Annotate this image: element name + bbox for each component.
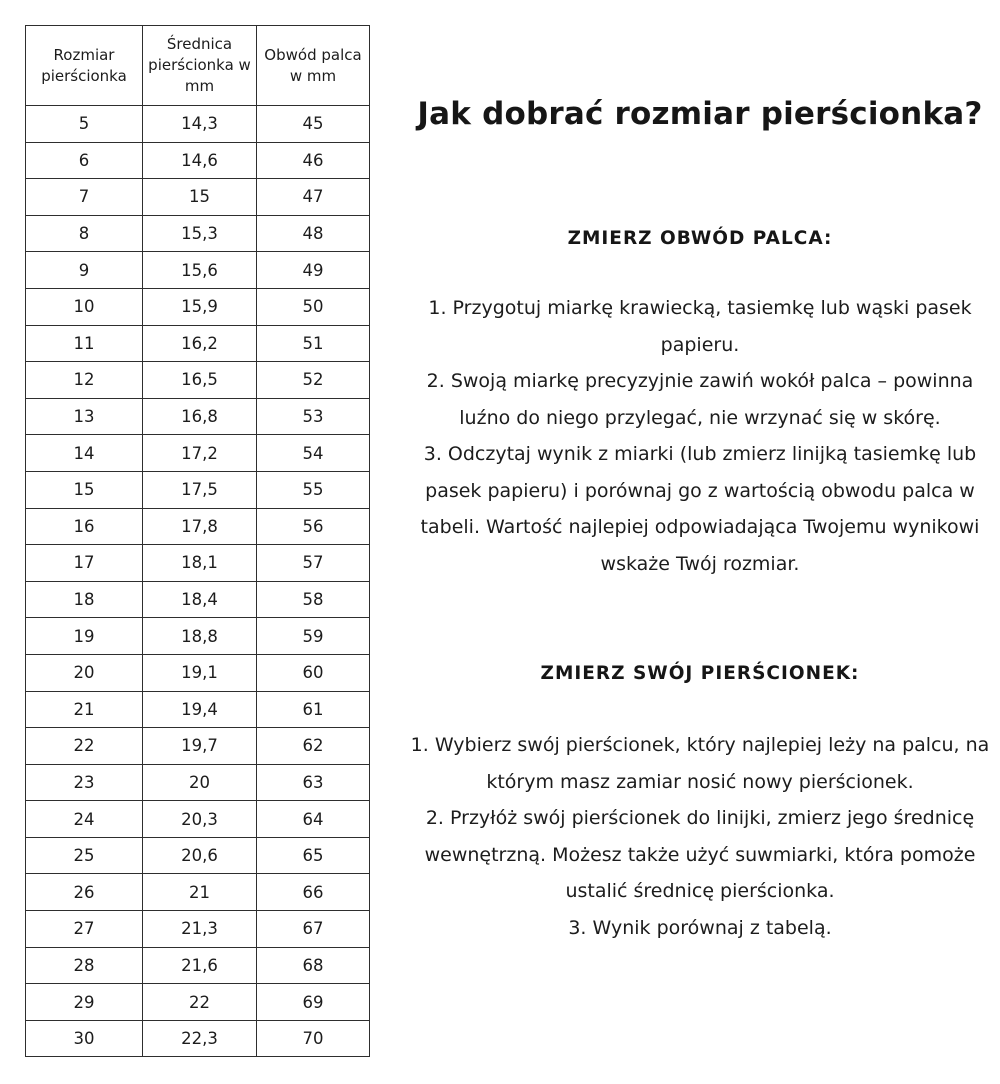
table-cell: 17,8 [143, 508, 257, 545]
table-cell: 48 [257, 215, 370, 252]
table-cell: 5 [26, 106, 143, 143]
table-cell: 7 [26, 179, 143, 216]
table-row [26, 581, 370, 618]
table-cell: 70 [257, 1020, 370, 1057]
table-cell: 12 [26, 362, 143, 399]
table-row [26, 362, 370, 399]
table-cell: 9 [26, 252, 143, 289]
table-cell: 59 [257, 618, 370, 655]
table-row [26, 398, 370, 435]
table-cell: 20 [143, 764, 257, 801]
column-header-ring-diameter: Średnica pierścionka w mm [143, 26, 257, 106]
table-row [26, 837, 370, 874]
table-cell: 21 [143, 874, 257, 911]
table-cell: 8 [26, 215, 143, 252]
table-cell: 61 [257, 691, 370, 728]
table-row [26, 545, 370, 582]
table-cell: 66 [257, 874, 370, 911]
table-cell: 6 [26, 142, 143, 179]
table-row [26, 728, 370, 765]
column-header-finger-circumference: Obwód palca w mm [257, 26, 370, 106]
table-row [26, 471, 370, 508]
table-row [26, 911, 370, 948]
table-row [26, 106, 370, 143]
table-cell: 63 [257, 764, 370, 801]
table-cell: 53 [257, 398, 370, 435]
table-cell: 18,4 [143, 581, 257, 618]
table-cell: 15,9 [143, 288, 257, 325]
table-cell: 24 [26, 801, 143, 838]
table-cell: 16,2 [143, 325, 257, 362]
table-cell: 19 [26, 618, 143, 655]
table-cell: 25 [26, 837, 143, 874]
table-cell: 20 [26, 654, 143, 691]
table-cell: 26 [26, 874, 143, 911]
table-cell: 52 [257, 362, 370, 399]
column-header-ring-size: Rozmiar pierścionka [26, 26, 143, 106]
table-cell: 55 [257, 471, 370, 508]
table-row [26, 215, 370, 252]
table-cell: 18 [26, 581, 143, 618]
table-cell: 29 [26, 984, 143, 1021]
table-cell: 50 [257, 288, 370, 325]
table-cell: 20,6 [143, 837, 257, 874]
table-row [26, 984, 370, 1021]
table-cell: 51 [257, 325, 370, 362]
ring-size-table [25, 25, 370, 1057]
table-cell: 22,3 [143, 1020, 257, 1057]
table-row [26, 691, 370, 728]
table-header-row [26, 26, 370, 106]
table-row [26, 618, 370, 655]
table-row [26, 325, 370, 362]
table-cell: 14,6 [143, 142, 257, 179]
table-cell: 65 [257, 837, 370, 874]
table-row [26, 252, 370, 289]
table-cell: 68 [257, 947, 370, 984]
section-heading-measure-finger: ZMIERZ OBWÓD PALCA: [567, 228, 833, 249]
table-cell: 49 [257, 252, 370, 289]
table-cell: 18,1 [143, 545, 257, 582]
table-row [26, 874, 370, 911]
table-cell: 19,7 [143, 728, 257, 765]
table-row [26, 947, 370, 984]
table-cell: 47 [257, 179, 370, 216]
table-row [26, 764, 370, 801]
table-cell: 15 [143, 179, 257, 216]
table-cell: 15 [26, 471, 143, 508]
table-cell: 21,3 [143, 911, 257, 948]
table-cell: 20,3 [143, 801, 257, 838]
table-row [26, 435, 370, 472]
table-cell: 23 [26, 764, 143, 801]
table-row [26, 288, 370, 325]
table-cell: 69 [257, 984, 370, 1021]
table-row [26, 1020, 370, 1057]
table-cell: 14 [26, 435, 143, 472]
table-cell: 11 [26, 325, 143, 362]
table-cell: 27 [26, 911, 143, 948]
table-cell: 57 [257, 545, 370, 582]
table-cell: 56 [257, 508, 370, 545]
table-cell: 54 [257, 435, 370, 472]
table-cell: 30 [26, 1020, 143, 1057]
table-cell: 64 [257, 801, 370, 838]
table-cell: 60 [257, 654, 370, 691]
table-cell: 17,5 [143, 471, 257, 508]
table-cell: 16,8 [143, 398, 257, 435]
table-cell: 58 [257, 581, 370, 618]
table-cell: 19,1 [143, 654, 257, 691]
instruction-step: 1. Wybierz swój pierścionek, który najlepiej leży na palcu, na którym masz zamiar nosić nowy pierścionek. [410, 734, 990, 793]
table-cell: 15,3 [143, 215, 257, 252]
table-cell: 18,8 [143, 618, 257, 655]
instruction-step: 2. Swoją miarkę precyzyjnie zawiń wokół palca – powinna luźno do niego przylegać, nie wrzynać się w skórę. [426, 370, 974, 429]
table-cell: 16 [26, 508, 143, 545]
table-cell: 21 [26, 691, 143, 728]
table-cell: 16,5 [143, 362, 257, 399]
table-cell: 13 [26, 398, 143, 435]
table-cell: 62 [257, 728, 370, 765]
table-cell: 21,6 [143, 947, 257, 984]
table-cell: 17,2 [143, 435, 257, 472]
table-row [26, 179, 370, 216]
table-cell: 14,3 [143, 106, 257, 143]
instructions-measure-finger [403, 290, 997, 582]
instruction-step: 2. Przyłóż swój pierścionek do linijki, zmierz jego średnicę wewnętrzną. Możesz także użyć suwmiarki, która pomoże ustalić średnicę pierścionka. [424, 807, 976, 902]
table-row [26, 142, 370, 179]
instruction-step: 3. Odczytaj wynik z miarki (lub zmierz linijką tasiemkę lub pasek papieru) i porównaj go z wartością obwodu palca w tabeli. Wartość najlepiej odpowiadająca Twojemu wynikowi wskaże Twój rozmiar. [420, 443, 980, 575]
instructions-measure-ring [403, 727, 997, 946]
table-cell: 45 [257, 106, 370, 143]
instruction-step: 3. Wynik porównaj z tabelą. [568, 916, 832, 939]
table-cell: 15,6 [143, 252, 257, 289]
table-row [26, 801, 370, 838]
table-cell: 46 [257, 142, 370, 179]
page-title: Jak dobrać rozmiar pierścionka? [417, 96, 983, 132]
section-heading-measure-ring: ZMIERZ SWÓJ PIERŚCIONEK: [540, 663, 860, 684]
table-cell: 67 [257, 911, 370, 948]
table-cell: 17 [26, 545, 143, 582]
table-cell: 22 [26, 728, 143, 765]
table-cell: 28 [26, 947, 143, 984]
table-cell: 22 [143, 984, 257, 1021]
table-row [26, 654, 370, 691]
table-cell: 19,4 [143, 691, 257, 728]
instruction-step: 1. Przygotuj miarkę krawiecką, tasiemkę lub wąski pasek papieru. [428, 297, 972, 356]
size-table-body [26, 106, 370, 1057]
table-cell: 10 [26, 288, 143, 325]
table-row [26, 508, 370, 545]
